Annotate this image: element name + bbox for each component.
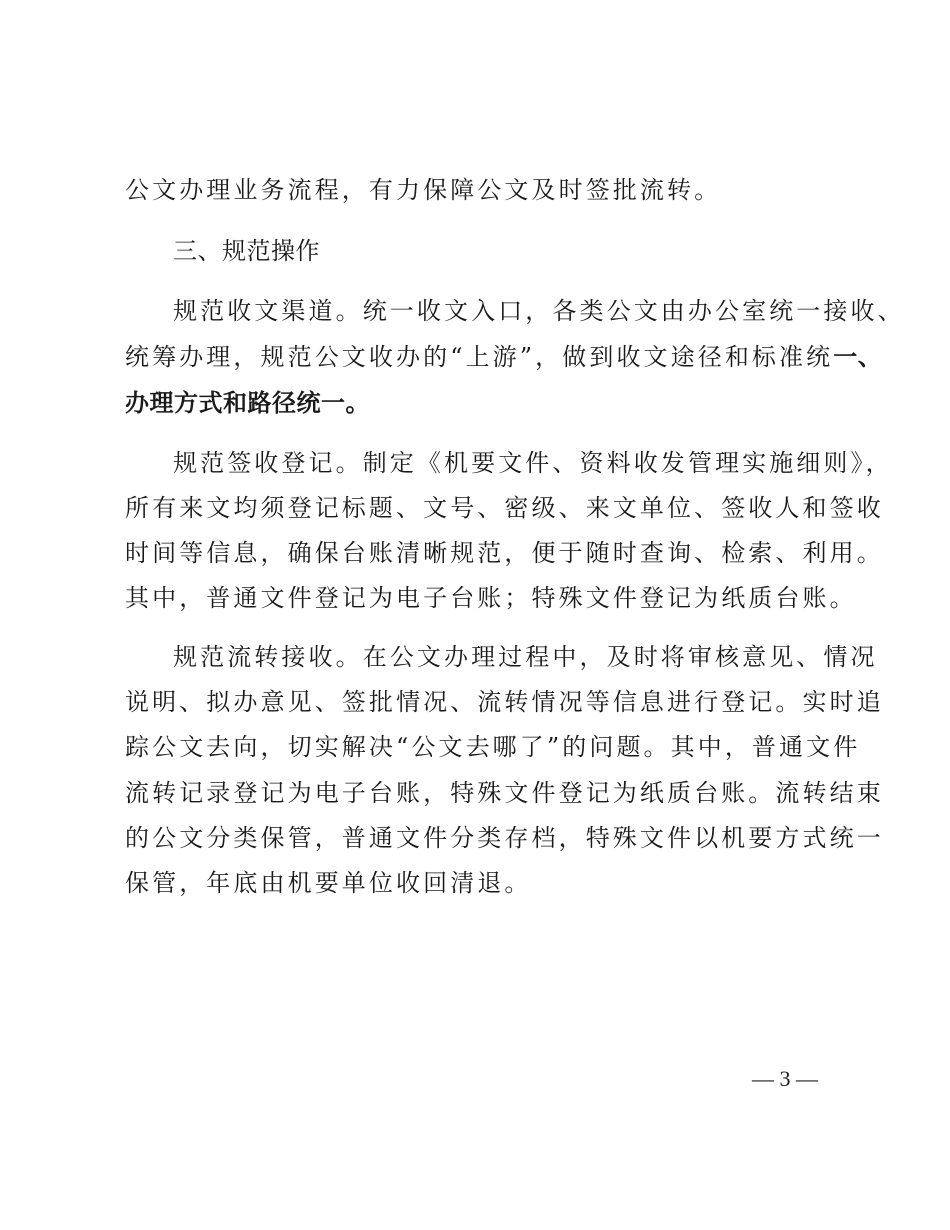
paragraph-receive-line-2 (125, 342, 883, 372)
paragraph-receive-line-1: 规范收文渠道。统一收文入口，各类公文由办公室统一接收、 (173, 297, 905, 325)
paragraph-receive-line-3: 办理方式和路径统一。 (125, 389, 370, 417)
paragraph-register-line-2: 所有来文均须登记标题、文号、密级、来文单位、签收人和签收 (125, 494, 884, 522)
paragraph-flow-line-6: 保管，年底由机要单位收回清退。 (125, 869, 532, 897)
paragraph-receive-line-2-bold-end: 一、 (833, 343, 883, 371)
paragraph-register-line-3: 时间等信息，确保台账清晰规范，便于随时查询、检索、利用。 (125, 539, 884, 567)
paragraph-register-line-4: 其中，普通文件登记为电子台账；特殊文件登记为纸质台账。 (125, 584, 857, 612)
paragraph-receive-line-2-text: 统筹办理，规范公文收办的“上游”，做到收文途径和标准统 (125, 343, 834, 371)
paragraph-flow-line-4: 流转记录登记为电子台账，特殊文件登记为纸质台账。流转结束 (125, 779, 884, 807)
paragraph-flow-line-3: 踪公文去向，切实解决“公文去哪了”的问题。其中，普通文件 (125, 733, 861, 761)
paragraph-flow-line-2: 说明、拟办意见、签批情况、流转情况等信息进行登记。实时追 (125, 688, 884, 716)
page-number: — 3 — (752, 1066, 818, 1091)
paragraph-register-line-1: 规范签收登记。制定《机要文件、资料收发管理实施细则》， (173, 449, 893, 477)
section-heading: 三、规范操作 (173, 237, 320, 265)
paragraph-flow-line-5: 的公文分类保管，普通文件分类存档，特殊文件以机要方式统一 (125, 824, 884, 852)
paragraph-flow-line-1: 规范流转接收。在公文办理过程中，及时将审核意见、情况 (173, 643, 878, 671)
paragraph-continuation-line: 公文办理业务流程，有力保障公文及时签批流转。 (125, 176, 722, 204)
